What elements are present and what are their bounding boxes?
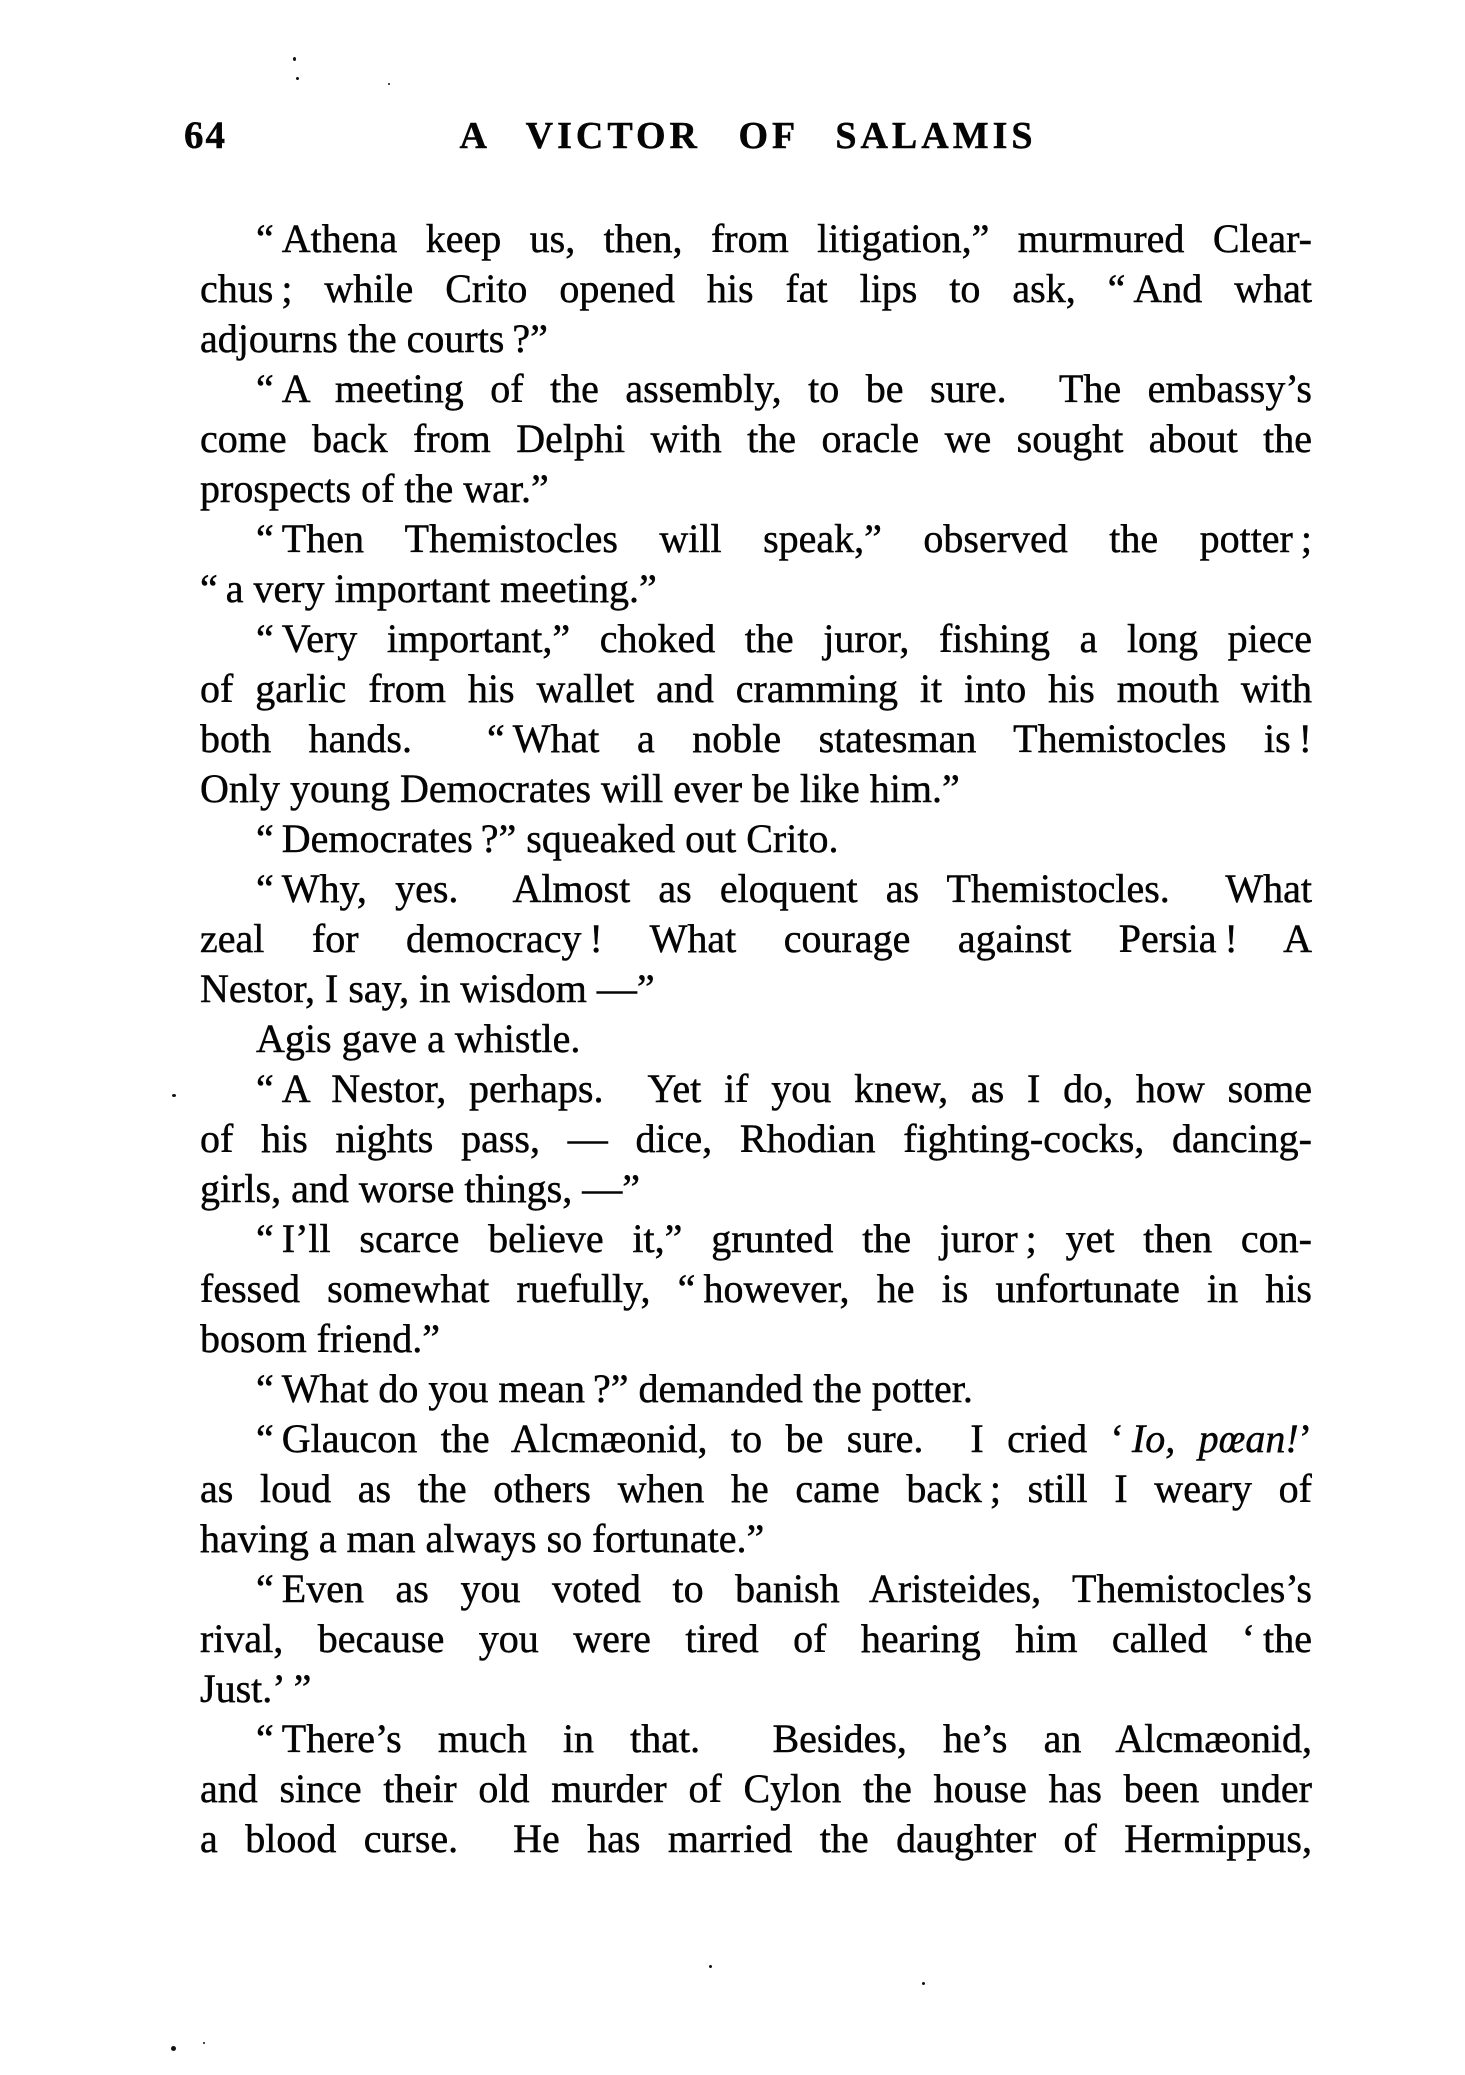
text-segment: rival, because you were tired of hearing him called ‘ the	[200, 1616, 1312, 1661]
text-line	[200, 1114, 1312, 1164]
text-line	[200, 714, 1312, 764]
text-segment: “ Glaucon the Alcmæonid, to be sure. I cried ‘	[256, 1416, 1132, 1461]
text-segment: come back from Delphi with the oracle we sought about the	[200, 416, 1312, 461]
text-segment: a blood curse. He has married the daughter of Hermippus,	[200, 1816, 1312, 1861]
text-line	[200, 1164, 1312, 1214]
paragraph	[200, 1714, 1312, 1864]
text-segment: “ Even as you voted to banish Aristeides, Themistocles’s	[256, 1566, 1312, 1611]
text-segment: “ Very important,” choked the juror, fishing a long piece	[256, 616, 1312, 661]
text-line	[200, 914, 1312, 964]
text-line	[200, 314, 1312, 364]
text-line	[200, 214, 1312, 264]
scan-speck	[171, 2046, 176, 2051]
text-line	[200, 1564, 1312, 1614]
text-line	[200, 1464, 1312, 1514]
text-line	[200, 1414, 1312, 1464]
text-line	[200, 564, 1312, 614]
scan-speck	[203, 2042, 205, 2044]
text-segment: chus ; while Crito opened his fat lips to ask, “ And what	[200, 266, 1312, 311]
text-segment: Only young Democrates will ever be like him.”	[200, 766, 960, 811]
paragraph	[200, 1214, 1312, 1364]
paragraph	[200, 614, 1312, 814]
paragraph	[200, 1014, 1312, 1064]
text-line	[200, 864, 1312, 914]
text-line	[200, 964, 1312, 1014]
text-segment: ’	[1298, 1416, 1312, 1461]
text-segment: “ Why, yes. Almost as eloquent as Themistocles. What	[256, 866, 1312, 911]
text-segment: adjourns the courts ?”	[200, 316, 548, 361]
paragraph	[200, 514, 1312, 614]
scan-speck	[388, 83, 390, 85]
scan-speck	[293, 57, 296, 61]
text-line	[200, 1664, 1312, 1714]
text-segment: Just.’ ”	[200, 1666, 312, 1711]
text-segment: “ A Nestor, perhaps. Yet if you knew, as I do, how some	[256, 1066, 1312, 1111]
text-line	[200, 764, 1312, 814]
running-head	[184, 112, 1312, 160]
page-title: A VICTOR OF SALAMIS	[459, 115, 1037, 157]
text-line	[200, 1814, 1312, 1864]
text-segment: both hands. “ What a noble statesman Themistocles is !	[200, 716, 1312, 761]
text-segment: “ Democrates ?” squeaked out Crito.	[256, 816, 839, 861]
italic-phrase: Io, pœan!	[1131, 1416, 1299, 1461]
text-line	[200, 464, 1312, 514]
text-segment: “ There’s much in that. Besides, he’s an Alcmæonid,	[256, 1716, 1312, 1761]
scan-speck	[296, 77, 299, 80]
paragraph	[200, 1564, 1312, 1714]
text-line	[200, 364, 1312, 414]
text-segment: bosom friend.”	[200, 1316, 440, 1361]
text-line	[200, 1014, 1312, 1064]
text-line	[200, 1514, 1312, 1564]
text-segment: of his nights pass, — dice, Rhodian fighting-cocks, dancing-	[200, 1116, 1312, 1161]
text-segment: fessed somewhat ruefully, “ however, he is unfortunate in his	[200, 1266, 1312, 1311]
scan-speck	[922, 1982, 925, 1985]
text-line	[200, 614, 1312, 664]
text-line	[200, 1214, 1312, 1264]
scan-speck	[172, 1094, 176, 1097]
text-segment: having a man always so fortunate.”	[200, 1516, 765, 1561]
paragraph	[200, 814, 1312, 864]
paragraph	[200, 1364, 1312, 1414]
text-segment: and since their old murder of Cylon the house has been under	[200, 1766, 1312, 1811]
scan-speck	[709, 1965, 712, 1968]
text-line	[200, 1764, 1312, 1814]
text-line	[200, 1064, 1312, 1114]
text-line	[200, 664, 1312, 714]
text-line	[200, 1614, 1312, 1664]
text-segment: girls, and worse things, —”	[200, 1166, 640, 1211]
text-segment: zeal for democracy ! What courage against Persia ! A	[200, 916, 1312, 961]
text-segment: as loud as the others when he came back ; still I weary of	[200, 1466, 1312, 1511]
text-segment: “ A meeting of the assembly, to be sure. The embassy’s	[256, 366, 1312, 411]
text-line	[200, 1714, 1312, 1764]
text-segment: “ Athena keep us, then, from litigation,” murmured Clear-	[256, 216, 1312, 261]
page-number: 64	[184, 114, 227, 157]
text-segment: Nestor, I say, in wisdom —”	[200, 966, 655, 1011]
page-body	[200, 214, 1312, 1864]
text-segment: Agis gave a whistle.	[256, 1016, 581, 1061]
paragraph	[200, 214, 1312, 364]
text-segment: prospects of the war.”	[200, 466, 549, 511]
text-line	[200, 1264, 1312, 1314]
text-line	[200, 1314, 1312, 1364]
paragraph	[200, 1414, 1312, 1564]
paragraph	[200, 364, 1312, 514]
text-segment: of garlic from his wallet and cramming it into his mouth with	[200, 666, 1312, 711]
text-line	[200, 414, 1312, 464]
text-line	[200, 264, 1312, 314]
text-line	[200, 814, 1312, 864]
paragraph	[200, 864, 1312, 1014]
text-segment: “ Then Themistocles will speak,” observed the potter ;	[256, 516, 1312, 561]
text-segment: “ I’ll scarce believe it,” grunted the juror ; yet then con-	[256, 1216, 1312, 1261]
text-segment: “ What do you mean ?” demanded the potter.	[256, 1366, 973, 1411]
text-segment: “ a very important meeting.”	[200, 566, 657, 611]
text-line	[200, 1364, 1312, 1414]
paragraph	[200, 1064, 1312, 1214]
text-line	[200, 514, 1312, 564]
